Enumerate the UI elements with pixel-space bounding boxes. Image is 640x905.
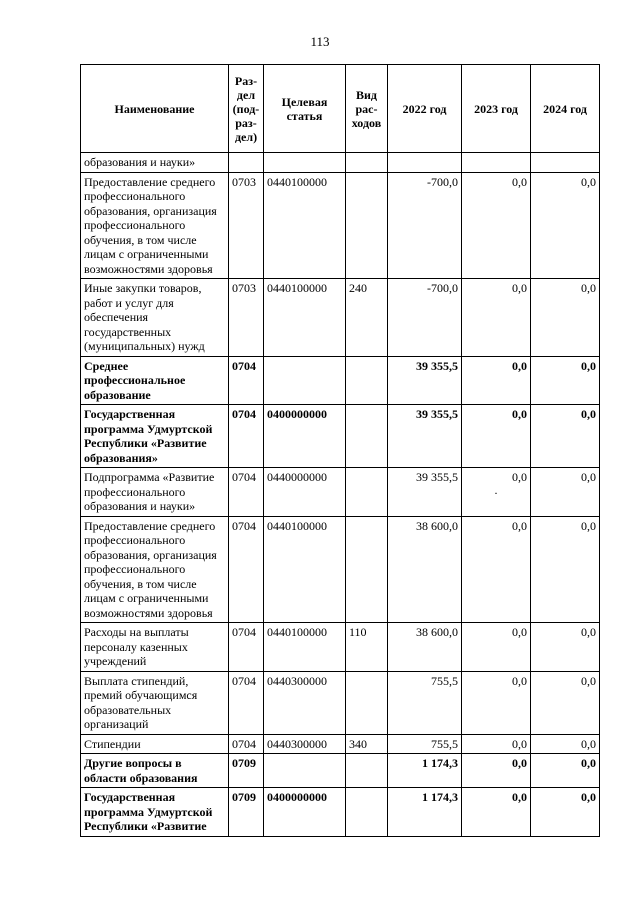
cell-target [264, 671, 346, 734]
header-expense-text: Вид рас- ходов [351, 87, 382, 130]
header-target-text: Целевая статья [281, 94, 328, 123]
cell-2023 [462, 356, 531, 405]
header-section [229, 65, 264, 153]
cell-section-text: 0704 [232, 358, 256, 373]
cell-section [229, 734, 264, 754]
cell-name [81, 734, 229, 754]
cell-2023 [462, 734, 531, 754]
cell-target-text: 0440300000 [267, 673, 327, 688]
cell-2024 [531, 516, 600, 623]
cell-section-text: 0709 [232, 790, 256, 804]
cell-target [264, 405, 346, 468]
cell-2024 [531, 671, 600, 734]
cell-target [264, 788, 346, 837]
cell-name-text: Расходы на выплаты персоналу казенных учреждений [84, 625, 189, 668]
header-row [81, 65, 600, 153]
cell-2024-text: 0,0 [581, 673, 596, 688]
cell-2024 [531, 623, 600, 672]
cell-expense [346, 754, 388, 788]
cell-target-text: 0440000000 [267, 470, 327, 484]
table-row [81, 356, 600, 405]
cell-section [229, 153, 264, 173]
cell-2022-text: 39 355,5 [416, 358, 458, 373]
header-name: Наименование [81, 65, 229, 153]
cell-2023-text: 0,0 [512, 736, 527, 751]
cell-2024 [531, 279, 600, 357]
cell-name-text: Выплата стипендий, премий обучающимся образовательных организаций [84, 673, 198, 731]
cell-2024 [531, 788, 600, 837]
cell-expense-text: 340 [349, 736, 367, 751]
cell-2024 [531, 754, 600, 788]
cell-section [229, 405, 264, 468]
cell-2023-text: 0,0 [512, 673, 527, 688]
cell-2022-text: 38 600,0 [416, 518, 458, 533]
cell-2023 [462, 172, 531, 279]
cell-target [264, 279, 346, 357]
cell-name-text: Иные закупки товаров, работ и услуг для обеспечения государственных (муниципальных) нужд [84, 281, 205, 353]
cell-target [264, 516, 346, 623]
cell-2024 [531, 356, 600, 405]
cell-name [81, 468, 229, 517]
cell-expense [346, 153, 388, 173]
cell-section [229, 172, 264, 279]
cell-name [81, 172, 229, 279]
cell-2022 [388, 516, 462, 623]
cell-name [81, 356, 229, 405]
cell-2024-text: 0,0 [581, 174, 596, 189]
cell-section-text: 0703 [232, 281, 256, 295]
cell-name-text: Предоставление среднего профессионального образования, организация профессионального обучения, в том числе лицам с ограниченными возможностями здоровья [84, 174, 217, 276]
cell-name-text: Среднее профессиональное образование [84, 358, 186, 402]
cell-section [229, 754, 264, 788]
cell-target-text: 0400000000 [267, 790, 327, 804]
cell-2023-text: 0,0 [512, 407, 527, 421]
cell-2022-text: 755,5 [431, 673, 458, 688]
cell-2022-text: 1 174,3 [422, 790, 458, 804]
cell-2023 [462, 405, 531, 468]
cell-2024-text: 0,0 [581, 756, 596, 770]
cell-2022-text: -700,0 [427, 281, 458, 295]
table-row [81, 516, 600, 623]
cell-2024-text: 0,0 [581, 407, 596, 421]
cell-2023 [462, 468, 531, 517]
cell-2023 [462, 671, 531, 734]
header-target [264, 65, 346, 153]
cell-2022-text: 1 174,3 [422, 756, 458, 770]
cell-name-text: Государственная программа Удмуртской Республики «Развитие [84, 790, 213, 833]
cell-2023 [462, 279, 531, 357]
table-row [81, 279, 600, 357]
cell-2023 [462, 153, 531, 173]
cell-name [81, 623, 229, 672]
cell-section [229, 671, 264, 734]
cell-expense [346, 405, 388, 468]
cell-target [264, 153, 346, 173]
cell-2023-text: 0,0 [512, 281, 527, 295]
header-2024: 2024 год [531, 65, 600, 153]
cell-expense [346, 468, 388, 517]
cell-name-text: Подпрограмма «Развитие профессионального образования и науки» [84, 470, 215, 513]
cell-2023-text: 0,0 [512, 756, 527, 770]
cell-2023-text: 0,0 [512, 358, 527, 373]
cell-2022 [388, 788, 462, 837]
cell-target [264, 734, 346, 754]
cell-2022-text: 755,5 [431, 736, 458, 751]
cell-2022 [388, 356, 462, 405]
cell-target [264, 754, 346, 788]
cell-2024-text: 0,0 [581, 281, 596, 295]
cell-name [81, 279, 229, 357]
cell-expense [346, 356, 388, 405]
cell-2023-text: 0,0 [512, 790, 527, 804]
cell-2024 [531, 153, 600, 173]
cell-expense [346, 623, 388, 672]
table-row [81, 754, 600, 788]
cell-name-text: Другие вопросы в области образования [84, 756, 198, 785]
page-number: 113 [310, 34, 330, 49]
header-2023: 2023 год [462, 65, 531, 153]
cell-expense [346, 172, 388, 279]
cell-name [81, 153, 229, 173]
cell-target-text: 0400000000 [267, 407, 327, 421]
cell-section [229, 356, 264, 405]
header-2022: 2022 год [388, 65, 462, 153]
table-row [81, 172, 600, 279]
table-body [81, 153, 600, 837]
cell-2024 [531, 172, 600, 279]
cell-2024-text: 0,0 [581, 625, 596, 639]
cell-2024-text: 0,0 [581, 518, 596, 533]
cell-name [81, 405, 229, 468]
table-row [81, 734, 600, 754]
table-row [81, 788, 600, 837]
cell-name-text: образования и науки» [84, 155, 196, 169]
header-section-text: Раз- дел (под- раз- дел) [232, 73, 260, 144]
cell-2024 [531, 405, 600, 468]
cell-2022 [388, 405, 462, 468]
cell-2022-text: -700,0 [427, 174, 458, 189]
cell-expense-text: 240 [349, 281, 367, 295]
cell-section-text: 0709 [232, 756, 256, 770]
cell-target [264, 172, 346, 279]
cell-section [229, 468, 264, 517]
stray-mark: . [494, 482, 498, 497]
cell-2023-text: 0,0 [512, 518, 527, 533]
cell-2023-text: 0,0 [512, 470, 527, 484]
cell-2024 [531, 468, 600, 517]
cell-name-text: Государственная программа Удмуртской Республики «Развитие образования» [84, 407, 213, 465]
cell-2022 [388, 279, 462, 357]
cell-2023-text: 0,0 [512, 625, 527, 639]
budget-table [80, 64, 600, 837]
cell-target [264, 468, 346, 517]
cell-section [229, 516, 264, 623]
table-row [81, 468, 600, 517]
table-row [81, 405, 600, 468]
table-row [81, 623, 600, 672]
cell-expense [346, 671, 388, 734]
cell-2024-text: 0,0 [581, 790, 596, 804]
cell-2024-text: 0,0 [581, 358, 596, 373]
cell-2022 [388, 623, 462, 672]
cell-2024-text: 0,0 [581, 470, 596, 484]
cell-name [81, 671, 229, 734]
cell-target-text: 0440100000 [267, 174, 327, 189]
header-expense [346, 65, 388, 153]
cell-2022-text: 38 600,0 [416, 625, 458, 639]
cell-name [81, 516, 229, 623]
cell-target-text: 0440100000 [267, 625, 327, 639]
cell-name [81, 788, 229, 837]
cell-2022 [388, 734, 462, 754]
cell-name-text: Предоставление среднего профессионального образования, организация профессионального обучения, в том числе лицам с ограниченными возможностями здоровья [84, 518, 217, 620]
cell-name-text: Стипендии [84, 736, 141, 751]
cell-section-text: 0704 [232, 470, 256, 484]
cell-target [264, 356, 346, 405]
cell-2022-text: 39 355,5 [416, 407, 458, 421]
cell-section [229, 279, 264, 357]
cell-2022-text: 39 355,5 [416, 470, 458, 484]
cell-2023 [462, 516, 531, 623]
cell-2022 [388, 671, 462, 734]
table-row [81, 671, 600, 734]
cell-2022 [388, 172, 462, 279]
cell-2023 [462, 623, 531, 672]
cell-section [229, 623, 264, 672]
cell-expense [346, 279, 388, 357]
cell-section [229, 788, 264, 837]
cell-expense [346, 734, 388, 754]
cell-section-text: 0704 [232, 736, 256, 751]
cell-target-text: 0440100000 [267, 281, 327, 295]
cell-2022 [388, 468, 462, 517]
cell-section-text: 0704 [232, 407, 256, 421]
cell-target-text: 0440100000 [267, 518, 327, 533]
cell-section-text: 0703 [232, 174, 256, 189]
cell-2023 [462, 788, 531, 837]
cell-section-text: 0704 [232, 673, 256, 688]
cell-target-text: 0440300000 [267, 736, 327, 751]
cell-2022 [388, 754, 462, 788]
cell-section-text: 0704 [232, 518, 256, 533]
cell-2024-text: 0,0 [581, 736, 596, 751]
cell-expense [346, 788, 388, 837]
cell-2023-text: 0,0 [512, 174, 527, 189]
cell-2023 [462, 754, 531, 788]
cell-2022 [388, 153, 462, 173]
cell-target [264, 623, 346, 672]
cell-section-text: 0704 [232, 625, 256, 639]
cell-expense-text: 110 [349, 625, 367, 639]
cell-expense [346, 516, 388, 623]
cell-2024 [531, 734, 600, 754]
cell-name [81, 754, 229, 788]
table-row [81, 153, 600, 173]
